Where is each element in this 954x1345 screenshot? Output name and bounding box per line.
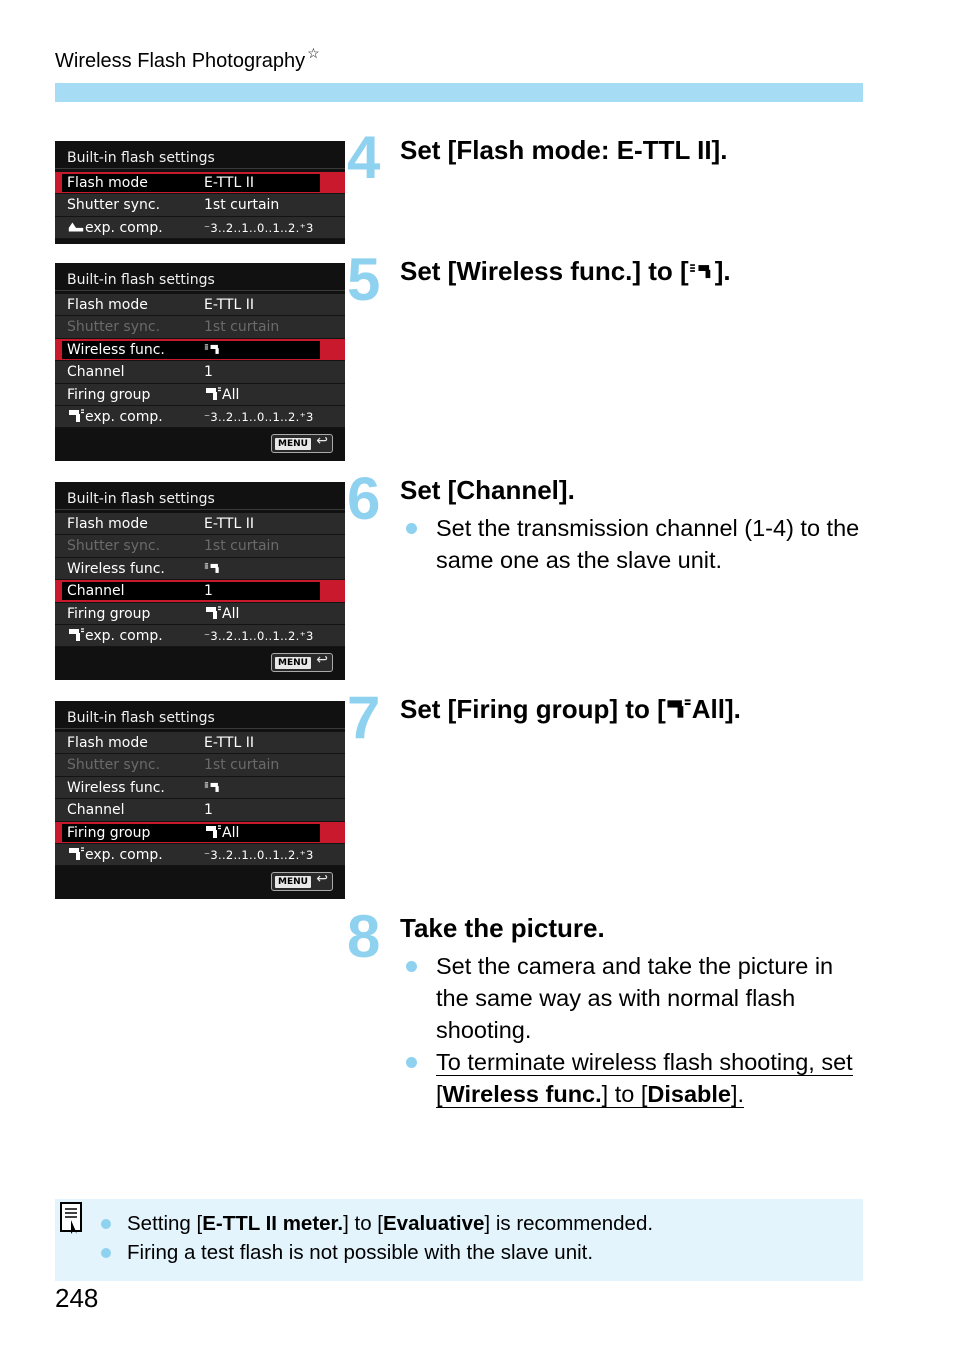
exp-comp-scale: ⁻3..2..1..0..1..2.⁺3 [204, 847, 314, 862]
step-title: Take the picture. [400, 913, 605, 943]
step-number: 7 [347, 684, 381, 751]
section-title: Wireless Flash Photography [55, 50, 306, 72]
menu-row-flash-mode [55, 172, 345, 194]
row-value: All [222, 824, 240, 841]
menu-row-exp-comp [55, 625, 345, 647]
note-box [55, 1199, 863, 1281]
row-label: Shutter sync. [67, 538, 161, 555]
row-value: 1st curtain [204, 757, 280, 774]
menu-row-flash-mode [55, 294, 345, 316]
screen-title: Built-in flash settings [55, 263, 345, 291]
wireless-master-flash-icon [204, 780, 222, 794]
menu-back-button[interactable] [271, 434, 333, 453]
lcd-screen-channel [55, 482, 345, 680]
row-label: Flash mode [67, 735, 148, 751]
step-bullets [400, 950, 870, 1110]
slave-flash-icon [67, 628, 85, 642]
row-value: 1st curtain [204, 197, 280, 214]
slave-flash-icon [666, 698, 692, 720]
step-number: 8 [347, 903, 381, 970]
row-label: exp. comp. [85, 408, 163, 425]
row-label: Flash mode [67, 175, 148, 191]
menu-row-wireless-func [55, 558, 345, 580]
exp-comp-scale: ⁻3..2..1..0..1..2.⁺3 [204, 220, 314, 235]
slave-flash-icon [204, 387, 222, 401]
row-label: Wireless func. [67, 560, 165, 577]
row-label: Flash mode [67, 297, 148, 313]
row-value: All [222, 605, 240, 622]
lcd-screen-firing-group [55, 701, 345, 899]
menu-label: MENU [275, 876, 311, 888]
row-value: E-TTL II [204, 175, 254, 191]
row-label: Channel [67, 364, 125, 381]
step-title [400, 694, 741, 725]
row-value: 1 [204, 583, 213, 600]
note-list [99, 1209, 653, 1267]
menu-row-exp-comp [55, 406, 345, 428]
step-title: Set [Channel]. [400, 475, 575, 505]
return-icon: ↩ [316, 433, 328, 450]
row-value: All [222, 386, 240, 403]
menu-back-button[interactable] [271, 872, 333, 891]
screen-title: Built-in flash settings [55, 482, 345, 510]
step-number: 5 [347, 246, 381, 313]
row-value: 1 [204, 802, 213, 819]
underlined-note: To terminate wireless flash shooting, set [Wireless func.] to [Disable]. [436, 1049, 853, 1107]
menu-label: MENU [275, 657, 311, 669]
star-icon: ☆ [307, 45, 320, 61]
slave-flash-icon [204, 606, 222, 620]
menu-row-shutter-sync [55, 535, 345, 557]
row-label: Firing group [67, 605, 151, 622]
menu-row-shutter-sync [55, 194, 345, 216]
built-in-flash-icon [67, 220, 85, 234]
lcd-screen-flash-mode [55, 141, 345, 244]
step-title-text: Set [Wireless func.] to [ [400, 256, 689, 286]
exp-comp-scale: ⁻3..2..1..0..1..2.⁺3 [204, 409, 314, 424]
row-value: 1 [204, 364, 213, 381]
wireless-master-flash-icon [204, 561, 222, 575]
row-label: Wireless func. [67, 341, 165, 358]
menu-row-exp-comp [55, 844, 345, 866]
return-icon: ↩ [316, 652, 328, 669]
step-title-text: Set [Firing group] to [ [400, 694, 666, 724]
menu-row-flash-mode [55, 513, 345, 535]
row-label: exp. comp. [85, 627, 163, 644]
menu-row-firing-group [55, 822, 345, 844]
slave-flash-icon [67, 409, 85, 423]
menu-row-channel [55, 580, 345, 602]
menu-row-wireless-func [55, 339, 345, 361]
menu-row-channel [55, 799, 345, 821]
step-bullets [400, 512, 870, 576]
note-item: Setting [E-TTL II meter.] to [Evaluative] is recommended. [99, 1209, 653, 1238]
menu-row-shutter-sync [55, 316, 345, 338]
row-value: E-TTL II [204, 297, 254, 313]
row-label: Firing group [67, 386, 151, 403]
row-label: Firing group [67, 824, 151, 841]
row-label: Channel [67, 802, 125, 819]
menu-row-wireless-func [55, 777, 345, 799]
bullet-item: Set the transmission channel (1-4) to the same one as the slave unit. [400, 512, 870, 576]
row-label: Wireless func. [67, 779, 165, 796]
menu-row-exp-comp [55, 217, 345, 239]
step-title-text: All]. [691, 694, 741, 724]
row-label: Channel [67, 583, 125, 600]
wireless-master-flash-icon [689, 260, 715, 282]
row-value: E-TTL II [204, 735, 254, 751]
step-title: Set [Flash mode: E-TTL II]. [400, 135, 728, 165]
row-label: Shutter sync. [67, 757, 161, 774]
screen-title: Built-in flash settings [55, 141, 345, 169]
return-icon: ↩ [316, 871, 328, 888]
row-label: Shutter sync. [67, 197, 161, 214]
slave-flash-icon [204, 825, 222, 839]
step-number: 6 [347, 465, 381, 532]
note-item: Firing a test flash is not possible with the slave unit. [99, 1238, 653, 1267]
row-label: Flash mode [67, 516, 148, 532]
menu-row-channel [55, 361, 345, 383]
bullet-item: Set the camera and take the picture in the same way as with normal flash shooting. [400, 950, 870, 1046]
step-title-text: ]. [714, 256, 731, 286]
step-title [400, 256, 731, 287]
lcd-screen-wireless-func [55, 263, 345, 461]
row-value: 1st curtain [204, 319, 280, 336]
row-value: E-TTL II [204, 516, 254, 532]
slave-flash-icon [67, 847, 85, 861]
menu-row-firing-group [55, 384, 345, 406]
menu-label: MENU [275, 438, 311, 450]
header-bar [55, 83, 863, 102]
screen-title: Built-in flash settings [55, 701, 345, 729]
step-number: 4 [347, 124, 381, 191]
note-icon [59, 1201, 85, 1235]
menu-row-firing-group [55, 603, 345, 625]
wireless-master-flash-icon [204, 342, 222, 356]
menu-row-shutter-sync [55, 754, 345, 776]
bullet-item [400, 1046, 870, 1110]
row-value: 1st curtain [204, 538, 280, 555]
menu-row-flash-mode [55, 732, 345, 754]
page-number: 248 [55, 1283, 99, 1313]
row-label: Shutter sync. [67, 319, 161, 336]
row-label: exp. comp. [85, 846, 163, 863]
exp-comp-scale: ⁻3..2..1..0..1..2.⁺3 [204, 628, 314, 643]
section-header [55, 45, 320, 73]
menu-back-button[interactable] [271, 653, 333, 672]
row-label: exp. comp. [85, 219, 163, 236]
